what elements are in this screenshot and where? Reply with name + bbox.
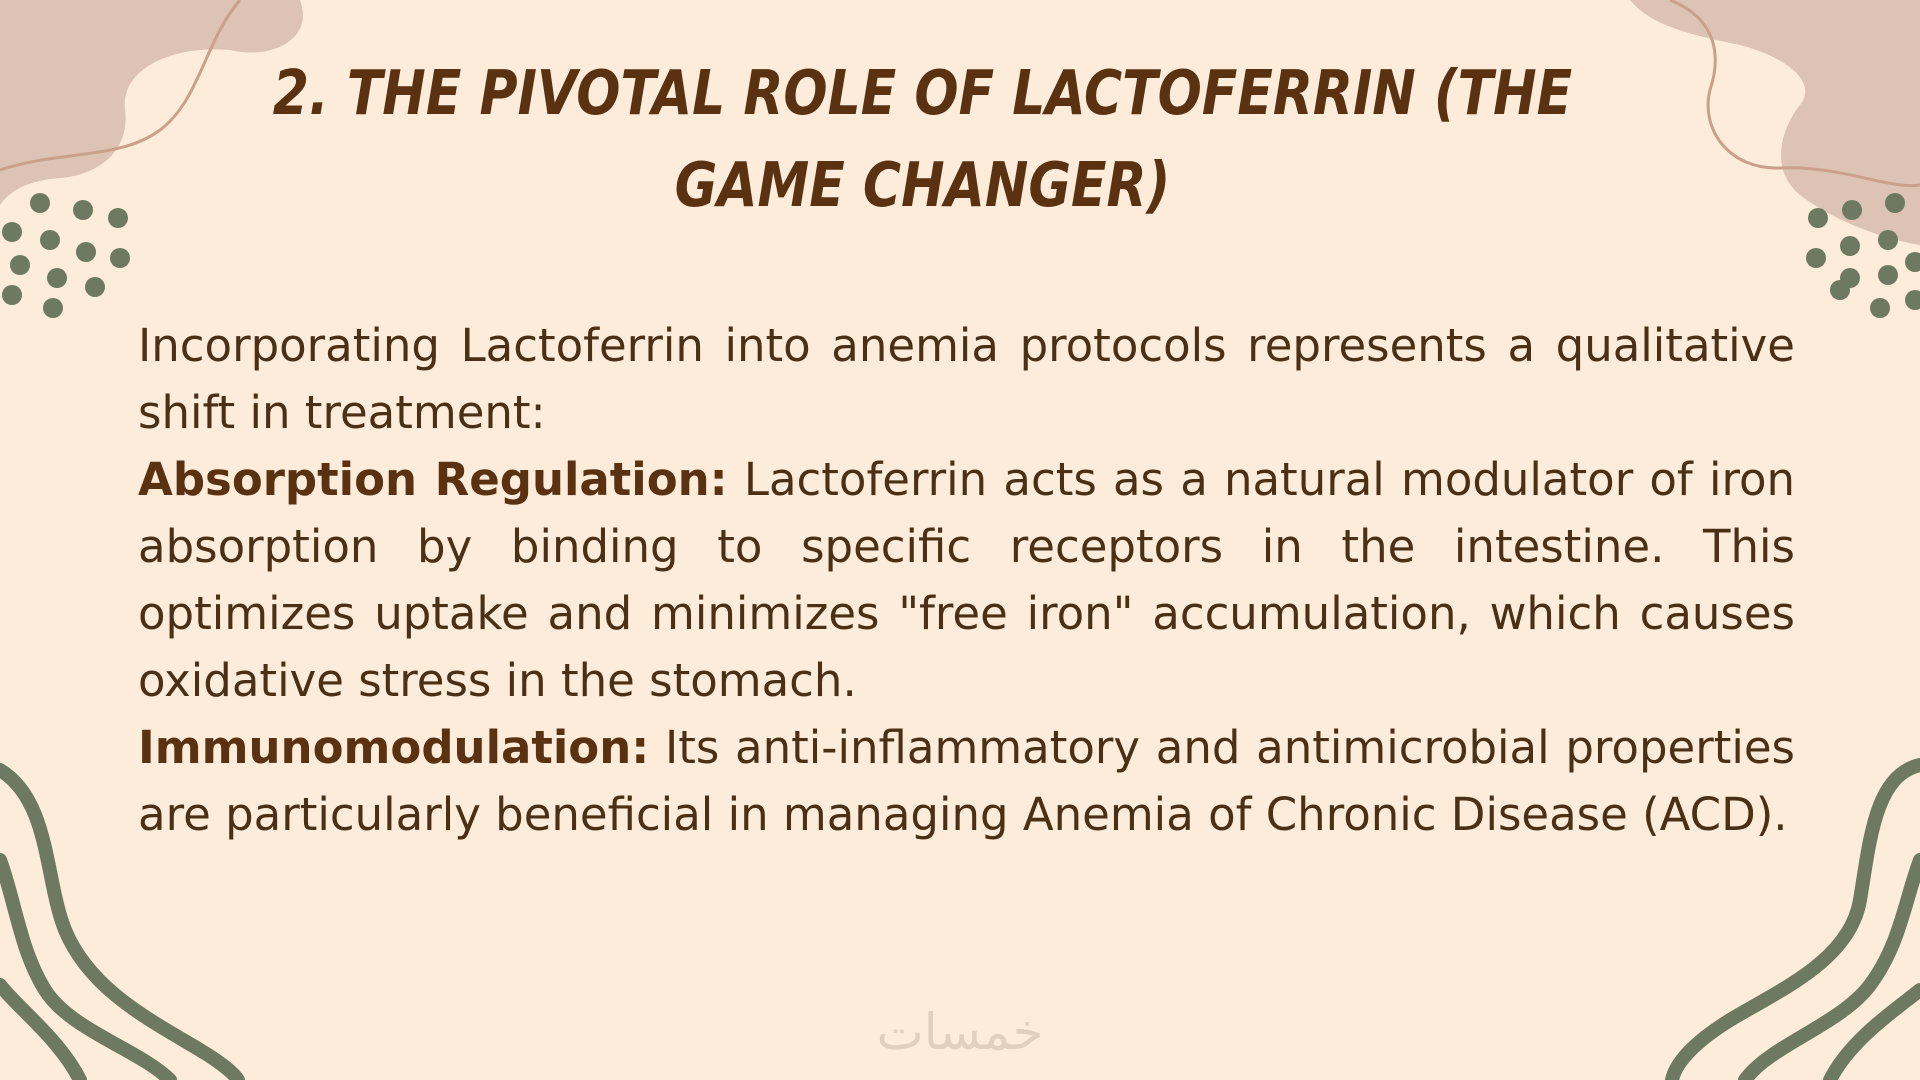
slide-title: 2. THE PIVOTAL ROLE OF LACTOFERRIN (THE GAME CHANGER) (272, 58, 1573, 222)
top-left-dots (2, 193, 130, 318)
top-right-blob-shape (1630, 0, 1920, 245)
absorption-regulation-text: Lactoferrin acts as a natural modulator of iron absorption by binding to specific receptors in the intestine. This optimizes uptake and minimizes "free iron" accumulation, which causes oxidative stress in the stomach. (138, 453, 1796, 707)
immunomodulation-point (138, 714, 1795, 848)
absorption-regulation-label: Absorption Regulation: (138, 453, 728, 506)
watermark-logo: خمسات (876, 1003, 1044, 1061)
slide-body (138, 312, 1795, 848)
intro-paragraph: Incorporating Lactoferrin into anemia protocols represents a qualitative shift in treatment: (138, 319, 1795, 439)
immunomodulation-text: Its anti-inflammatory and antimicrobial properties are particularly beneficial in managing Anemia of Chronic Disease (ACD). (138, 721, 1795, 841)
absorption-regulation-point (138, 446, 1795, 714)
immunomodulation-label: Immunomodulation: (138, 721, 650, 774)
